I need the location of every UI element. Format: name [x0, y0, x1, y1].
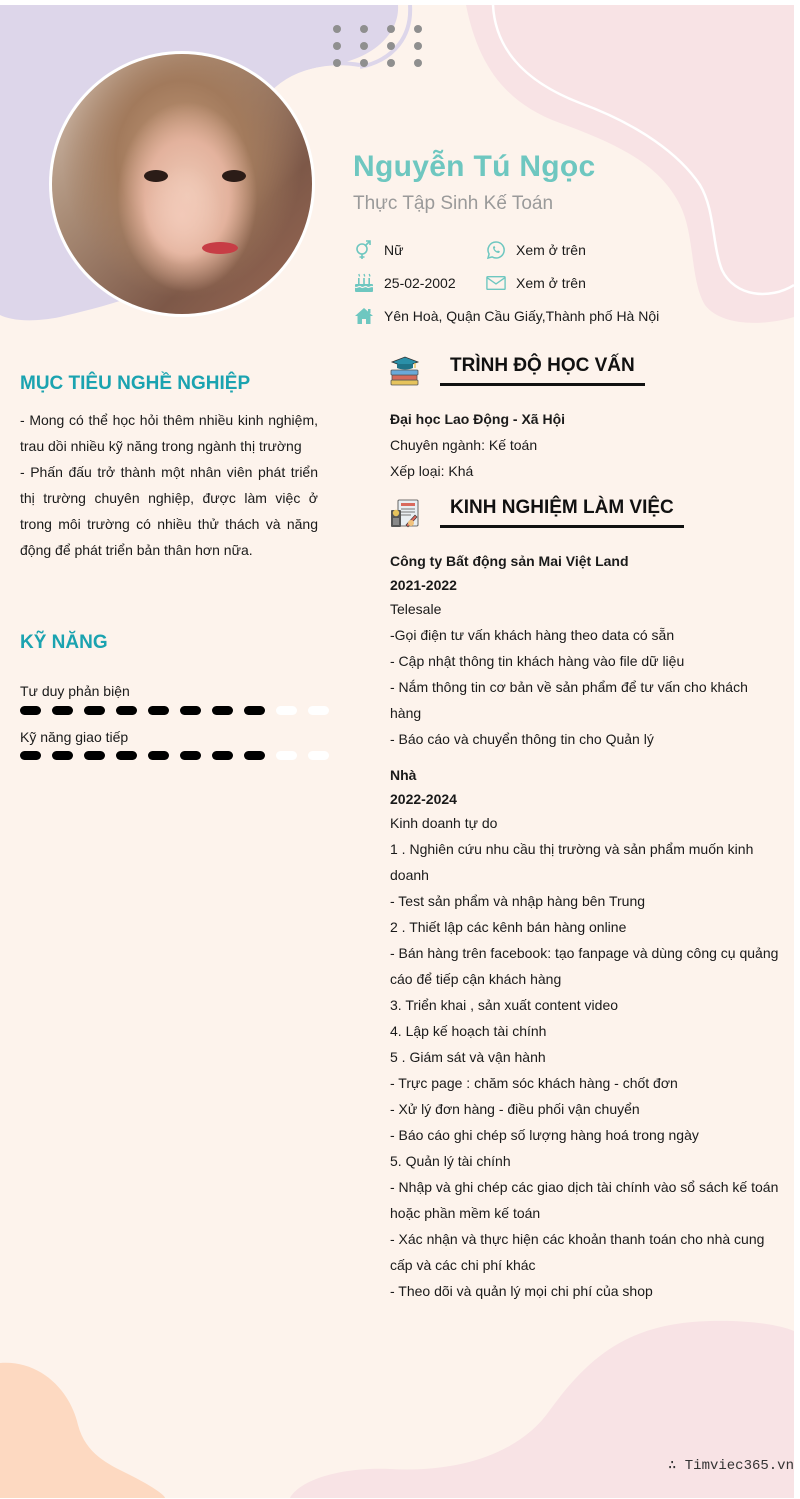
cv-page: [0, 5, 794, 1498]
company-name: Công ty Bất động sản Mai Việt Land: [390, 553, 629, 569]
job-detail: - Xác nhận và thực hiện các khoản thanh toán cho nhà cung cấp và các chi phí khác: [390, 1231, 765, 1273]
job-detail: - Trực page : chăm sóc khách hàng - chốt đơn: [390, 1075, 678, 1091]
major: Chuyên ngành: Kế toán: [390, 437, 538, 453]
gender-info: [353, 240, 403, 260]
job-period: 2021-2022: [390, 577, 457, 593]
gender-value: Nữ: [384, 242, 404, 258]
job-detail: - Test sản phẩm và nhập hàng bên Trung: [390, 893, 646, 909]
skill-rating-bar: [20, 706, 329, 715]
job-detail: 1 . Nghiên cứu nhu cầu thị trường và sản phẩm muốn kinh doanh: [390, 841, 754, 883]
objective-title: MỤC TIÊU NGHỀ NGHIỆP: [20, 373, 251, 394]
gender-icon: [353, 240, 375, 260]
job-detail: - Báo cáo và chuyển thông tin cho Quản lý: [390, 731, 654, 747]
whatsapp-phone-icon: [485, 240, 507, 260]
profile-photo: [52, 54, 312, 314]
education-details: [390, 406, 780, 484]
job-detail: - Báo cáo ghi chép số lượng hàng hoá trong ngày: [390, 1127, 699, 1143]
job-period: 2022-2024: [390, 791, 457, 807]
address-info: [353, 306, 659, 326]
email-info: [485, 273, 586, 293]
birthday-cake-icon: [353, 273, 375, 293]
birthday-value: 25-02-2002: [384, 275, 456, 291]
job-detail: - Cập nhật thông tin khách hàng vào file dữ liệu: [390, 653, 685, 669]
objective-text: [20, 407, 318, 563]
skill-rating-bar: [20, 751, 329, 760]
experience-job-1: [390, 548, 780, 752]
phone-value: Xem ở trên: [516, 242, 586, 258]
education-header: [390, 355, 645, 386]
experience-header: [390, 497, 684, 528]
graduation-books-icon: [390, 356, 420, 386]
skill-name: Kỹ năng giao tiếp: [20, 729, 129, 745]
home-icon: [353, 306, 375, 326]
job-position: Kinh doanh tự do: [390, 815, 498, 831]
objective-line: - Mong có thể học hỏi thêm nhiều kinh nghiệm, trau dồi nhiều kỹ năng trong ngành thị trường: [20, 412, 318, 454]
job-detail: 2 . Thiết lập các kênh bán hàng online: [390, 919, 627, 935]
skill-name: Tư duy phản biện: [20, 683, 130, 699]
address-value: Yên Hoà, Quận Cầu Giấy,Thành phố Hà Nội: [384, 308, 660, 324]
job-detail: 5 . Giám sát và vận hành: [390, 1049, 546, 1065]
birthday-info: [353, 273, 456, 293]
grade: Xếp loại: Khá: [390, 463, 474, 479]
company-name: Nhà: [390, 767, 417, 783]
skills-title: KỸ NĂNG: [20, 632, 108, 653]
job-detail: - Nắm thông tin cơ bản về sản phẩm để tư vấn cho khách hàng: [390, 679, 748, 721]
candidate-name: Nguyễn Tú Ngọc: [353, 150, 596, 183]
job-position: Telesale: [390, 601, 442, 617]
job-detail: - Bán hàng trên facebook: tạo fanpage và dùng công cụ quảng cáo để tiếp cận khách hàng: [390, 945, 779, 987]
job-title: Thực Tập Sinh Kế Toán: [353, 193, 554, 214]
avatar: [49, 51, 315, 317]
envelope-icon: [485, 273, 507, 293]
job-detail: 5. Quản lý tài chính: [390, 1153, 511, 1169]
watermark: ∴ Timviec365.vn: [667, 1458, 794, 1474]
phone-info: [485, 240, 586, 260]
job-detail: 3. Triển khai , sản xuất content video: [390, 997, 619, 1013]
job-detail: - Xử lý đơn hàng - điều phối vận chuyển: [390, 1101, 640, 1117]
decorative-dots: [333, 25, 422, 67]
objective-line: - Phấn đấu trở thành một nhân viên phát triển thị trường chuyên nghiệp, được làm việc ở trong môi trường có nhiều thử thách và năng động để phát triển bản thân hơn nữa.: [20, 464, 318, 558]
accounting-document-icon: [390, 498, 420, 528]
education-title: TRÌNH ĐỘ HỌC VẤN: [440, 355, 645, 386]
experience-job-2: [390, 762, 780, 1304]
job-detail: - Theo dõi và quản lý mọi chi phí của shop: [390, 1283, 653, 1299]
experience-title: KINH NGHIỆM LÀM VIỆC: [440, 497, 684, 528]
job-detail: 4. Lập kế hoạch tài chính: [390, 1023, 547, 1039]
email-value: Xem ở trên: [516, 275, 586, 291]
school-name: Đại học Lao Động - Xã Hội: [390, 411, 566, 427]
job-detail: - Nhập và ghi chép các giao dịch tài chính vào sổ sách kế toán hoặc phần mềm kế toán: [390, 1179, 779, 1221]
job-detail: -Gọi điện tư vấn khách hàng theo data có sẵn: [390, 627, 675, 643]
